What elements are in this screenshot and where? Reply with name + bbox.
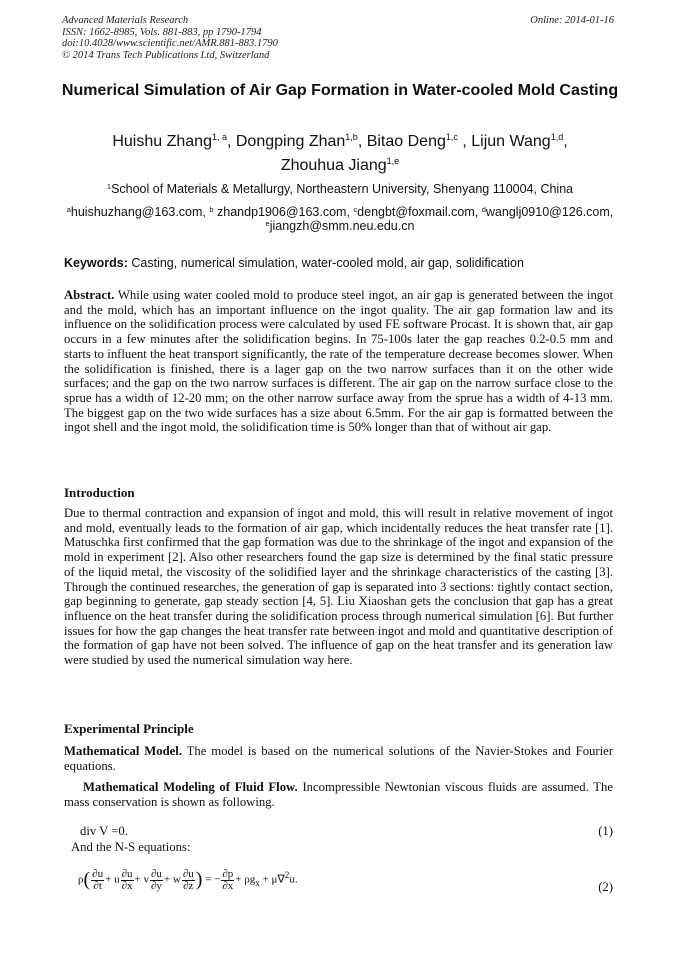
keywords-label: Keywords: [64, 256, 128, 270]
equation-continuity: div V =0. [80, 824, 128, 838]
equation-number: (1) [598, 824, 613, 838]
doi-line[interactable]: doi:10.4028/www.scientific.net/AMR.881-883.1790 [62, 38, 278, 49]
email[interactable]: huishuzhang@163.com, [70, 205, 210, 219]
author: Huishu Zhang$^{1, a}$, [112, 132, 236, 150]
author: Zhouhua Jiang$^{1,e}$ [280, 156, 400, 174]
abstract-label: Abstract. [64, 288, 115, 302]
fluid-flow-paragraph: Mathematical Modeling of Fluid Flow. Incompressible Newtonian viscous fluids are assumed. The mass conservation is shown as following. [64, 780, 614, 809]
math-model-paragraph: Mathematical Model. The model is based on the numerical solutions of the Navier-Stokes and Fourier equations. [64, 744, 613, 773]
paper-title: Numerical Simulation of Air Gap Formation in Water-cooled Mold Casting [61, 82, 619, 99]
author-list [60, 130, 620, 178]
affiliation: $^1$School of Materials & Metallurgy, Northeastern University, Shenyang 110004, China [106, 182, 574, 196]
introduction-text: Due to thermal contraction and expansion of ingot and mold, this will result in relative movement of ingot and mold, eventually leads to the formation of air gap, which incidentally reduces the heat transfer rate [1]. Matuschka first confirmed that the gap formation was due to the shrinkage of the ingot and expansion of the mold in experiment [2]. Also other researchers found the gap size is determined by the final static pressure of the liquid metal, the viscosity of the solidified layer and the shrinkage characteristics of the casting [3]. Through the continued researches, the generation of gap is separated into 3 sections: tightly contact section, gap beginning to generate, gap steady section [4, 5]. Liu Xiaoshan gets the conclusion that gap has a great influence on the heat transfer during the solidification process through numerical simulation [6]. But further issues for how the gap changes the heat transfer rate between ingot and mold and quantitative description of the formation of gap have not been solved. The influence of gap on the heat transfer and its generation law were studied by used the numerical simulation way here. [64, 506, 613, 668]
author: Lijun Wang$^{1,d}$, [471, 132, 568, 150]
equation-number: (2) [598, 880, 613, 894]
email-list: $^a$huishuzhang@163.com, $^b$ zhandp1906@163.com, $^c$dengbt@foxmail.com, $^d$wanglj0910@126.com, $^e$jiangzh@smm.neu.edu.cn [66, 205, 614, 233]
email[interactable]: jiangzh@smm.neu.edu.cn [269, 219, 415, 233]
keywords: Keywords: Casting, numerical simulation, water-cooled mold, air gap, solidification [64, 256, 524, 270]
ns-intro: And the N-S equations: [71, 840, 191, 854]
online-date: Online: 2014-01-16 [530, 15, 614, 26]
abstract: Abstract. While using water cooled mold to produce steel ingot, an air gap is generated between the ingot and the mold, which has an important influence on the ingot quality. The air gap formation law and its influence on the solidification process were calculated by used FE software Procast. It is shown that, air gap occurs in a few minutes after the solidification begins. In 75-100s later the gap reaches 0.2-0.5 mm and starts to influent the heat transport significantly, the rate of the temperature decrease becomes slower. When the solidification is finished, there is a lager gap on the two narrow surfaces than it on the other wide surfaces; and the gap on the two narrow surfaces is different. The air gap on the narrow surface close to the sprue has a width of 12-20 mm; on the other narrow surface away from the sprue has a width of 4-13 mm. The biggest gap on the two wide surfaces has a size about 6.5mm. For the air gap is formatted between the ingot shell and the ingot mold, the solidification time is 50% longer than that of without air gap. [64, 288, 613, 435]
experimental-heading: Experimental Principle [64, 721, 194, 736]
journal-name: Advanced Materials Research [62, 15, 189, 26]
author: Dongping Zhan$^{1,b}$, [235, 132, 367, 150]
equation-navier-stokes: ρ( $\frac{\partial u}{\partial t}$ + u $\frac{\partial u}{\partial x}$ + v $\frac{\partial u}{\partial y}$ + w $\frac{\partial u}{\partial z}$ ) = − $\frac{\partial p}{\partial x}$ + $\rho g_x + \mu\nabla^2u$. [78, 867, 298, 892]
introduction-heading: Introduction [64, 485, 135, 500]
email[interactable]: dengbt@foxmail.com, [357, 205, 482, 219]
email[interactable]: zhandp1906@163.com, [213, 205, 354, 219]
journal-header [62, 15, 278, 61]
copyright-line: © 2014 Trans Tech Publications Ltd, Switzerland [62, 49, 270, 61]
author: Bitao Deng$^{1,c}$ , [366, 132, 472, 150]
email[interactable]: wanglj0910@126.com, [485, 205, 614, 219]
issn-line: ISSN: 1662-8985, Vols. 881-883, pp 1790-1794 [62, 26, 262, 38]
